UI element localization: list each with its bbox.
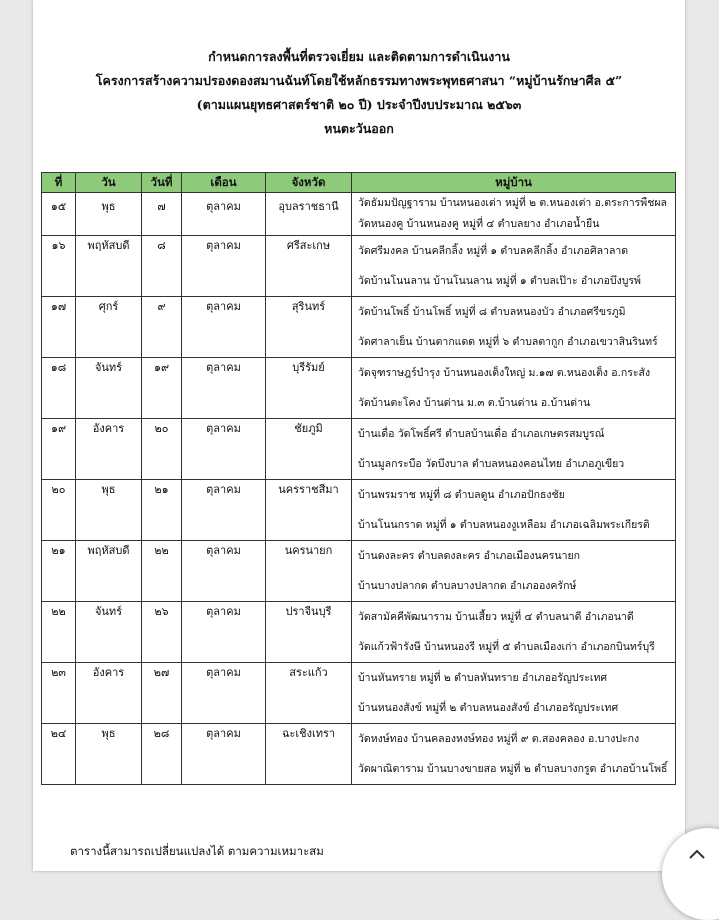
- row-villages: [352, 419, 676, 480]
- header-date: วันที่: [142, 173, 182, 193]
- row-month: ตุลาคม: [182, 236, 266, 297]
- document-heading: [33, 45, 685, 141]
- row-no: ๒๓: [42, 663, 76, 724]
- table-row: [42, 724, 676, 785]
- row-no: ๒๐: [42, 480, 76, 541]
- village-line: วัดศรีมงคล บ้านคลีกลิ้ง หมู่ที่ ๑ ตำบลคลีกลิ้ง อำเภอศิลาลาด: [358, 245, 629, 257]
- row-month: ตุลาคม: [182, 419, 266, 480]
- row-no: ๑๙: [42, 419, 76, 480]
- village-line: วัดบ้านโพธิ์ บ้านโพธิ์ หมู่ที่ ๘ ตำบลหนองบัว อำเภอศรีขรภูมิ: [358, 306, 626, 318]
- header-village: หมู่บ้าน: [352, 173, 676, 193]
- village-line: บ้านพรมราช หมู่ที่ ๘ ตำบลดูน อำเภอปักธงชัย: [358, 489, 565, 501]
- village-line: บ้านดงละคร ตำบลดงละคร อำเภอเมืองนครนายก: [358, 550, 580, 562]
- schedule-table: [41, 172, 676, 785]
- header-day: วัน: [76, 173, 142, 193]
- row-villages: [352, 480, 676, 541]
- row-province: สระแก้ว: [266, 663, 352, 724]
- village-line: วัดจุฑราษฎร์บำรุง บ้านหนองเต็งใหญ่ ม.๑๗ ต.หนองเต็ง อ.กระสัง: [358, 367, 651, 379]
- row-date: ๘: [142, 236, 182, 297]
- heading-line-1: กำหนดการลงพื้นที่ตรวจเยี่ยม และติดตามการดำเนินงาน: [208, 49, 510, 64]
- header-no: ที่: [42, 173, 76, 193]
- row-month: ตุลาคม: [182, 663, 266, 724]
- row-day: อังคาร: [76, 419, 142, 480]
- row-day: พุธ: [76, 480, 142, 541]
- table-row: [42, 236, 676, 297]
- row-no: ๒๒: [42, 602, 76, 663]
- row-date: ๑๙: [142, 358, 182, 419]
- row-month: ตุลาคม: [182, 297, 266, 358]
- row-date: ๗: [142, 193, 182, 236]
- row-month: ตุลาคม: [182, 193, 266, 236]
- row-villages: [352, 602, 676, 663]
- table-row: [42, 480, 676, 541]
- document-page: [33, 0, 685, 871]
- footnote: ตารางนี้สามารถเปลี่ยนแปลงได้ ตามความเหมาะสม: [70, 844, 324, 858]
- heading-line-4: หนตะวันออก: [324, 121, 394, 136]
- row-date: ๒๗: [142, 663, 182, 724]
- village-line: วัดผาณิตาราม บ้านบางขายสอ หมู่ที่ ๒ ตำบลบางกรูด อำเภอบ้านโพธิ์: [358, 763, 668, 775]
- row-villages: [352, 358, 676, 419]
- row-month: ตุลาคม: [182, 358, 266, 419]
- row-date: ๙: [142, 297, 182, 358]
- row-province: ชัยภูมิ: [266, 419, 352, 480]
- row-villages: [352, 193, 676, 236]
- village-line: วัดบ้านโนนลาน บ้านโนนลาน หมู่ที่ ๑ ตำบลเป๊าะ อำเภอบึงบูรพ์: [358, 275, 641, 287]
- village-line: บ้านบางปลากด ตำบลบางปลากด อำเภอองครักษ์: [358, 580, 577, 592]
- row-day: จันทร์: [76, 602, 142, 663]
- row-no: ๒๑: [42, 541, 76, 602]
- row-day: จันทร์: [76, 358, 142, 419]
- village-line: วัดสามัคคีพัฒนาราม บ้านเสี้ยว หมู่ที่ ๔ ตำบลนาดี อำเภอนาดี: [358, 611, 634, 623]
- table-row: [42, 602, 676, 663]
- row-day: พุธ: [76, 193, 142, 236]
- row-villages: [352, 541, 676, 602]
- village-line: บ้านหันทราย หมู่ที่ ๒ ตำบลหันทราย อำเภออรัญประเทศ: [358, 672, 608, 684]
- row-date: ๒๒: [142, 541, 182, 602]
- table-row: [42, 419, 676, 480]
- row-province: นครราชสีมา: [266, 480, 352, 541]
- village-line: วัดศาลาเย็น บ้านตากแดด หมู่ที่ ๖ ตำบลตากูก อำเภอเขวาสินรินทร์: [358, 336, 658, 348]
- row-date: ๒๑: [142, 480, 182, 541]
- village-line: บ้านหนองสังข์ หมู่ที่ ๒ ตำบลหนองสังข์ อำเภออรัญประเทศ: [358, 702, 619, 714]
- row-province: ปราจีนบุรี: [266, 602, 352, 663]
- header-month: เดือน: [182, 173, 266, 193]
- row-villages: [352, 663, 676, 724]
- row-month: ตุลาคม: [182, 602, 266, 663]
- village-line: บ้านมูลกระบือ วัดบึงบาล ตำบลหนองคอนไทย อำเภอภูเขียว: [358, 458, 625, 470]
- row-day: พฤหัสบดี: [76, 541, 142, 602]
- village-line: วัดหนองคู บ้านหนองคู หมู่ที่ ๔ ตำบลยาง อำเภอน้ำยืน: [358, 218, 600, 230]
- row-date: ๒๖: [142, 602, 182, 663]
- row-date: ๒๘: [142, 724, 182, 785]
- row-day: พฤหัสบดี: [76, 236, 142, 297]
- row-villages: [352, 297, 676, 358]
- row-month: ตุลาคม: [182, 724, 266, 785]
- row-day: ศุกร์: [76, 297, 142, 358]
- table-row: [42, 193, 676, 236]
- row-province: นครนายก: [266, 541, 352, 602]
- row-day: อังคาร: [76, 663, 142, 724]
- heading-line-3: (ตามแผนยุทธศาสตร์ชาติ ๒๐ ปี) ประจำปีงบประมาณ ๒๕๖๓: [196, 97, 522, 112]
- village-line: บ้านโนนกราด หมู่ที่ ๑ ตำบลหนองงูเหลือม อำเภอเฉลิมพระเกียรติ: [358, 519, 650, 531]
- header-province: จังหวัด: [266, 173, 352, 193]
- row-date: ๒๐: [142, 419, 182, 480]
- village-line: วัดแก้วฟ้ารังษี บ้านหนองรี หมู่ที่ ๕ ตำบลเมืองเก่า อำเภอกบินทร์บุรี: [358, 641, 655, 653]
- table-row: [42, 297, 676, 358]
- table-row: [42, 541, 676, 602]
- row-province: อุบลราชธานี: [266, 193, 352, 236]
- row-province: บุรีรัมย์: [266, 358, 352, 419]
- row-no: ๑๖: [42, 236, 76, 297]
- table-row: [42, 663, 676, 724]
- village-line: วัดบ้านตะโคง บ้านด่าน ม.๓ ต.บ้านด่าน อ.บ้านด่าน: [358, 397, 591, 409]
- village-line: วัดหงษ์ทอง บ้านคลองหงษ์ทอง หมู่ที่ ๙ ต.สองคลอง อ.บางปะกง: [358, 733, 640, 745]
- chevron-up-icon: [688, 848, 706, 860]
- table-row: [42, 358, 676, 419]
- row-villages: [352, 724, 676, 785]
- row-province: ศรีสะเกษ: [266, 236, 352, 297]
- row-no: ๑๕: [42, 193, 76, 236]
- row-villages: [352, 236, 676, 297]
- heading-line-2: โครงการสร้างความปรองดองสมานฉันท์โดยใช้หลักธรรมทางพระพุทธศาสนา “หมู่บ้านรักษาศีล ๕”: [95, 73, 623, 88]
- row-no: ๑๘: [42, 358, 76, 419]
- row-province: สุรินทร์: [266, 297, 352, 358]
- row-province: ฉะเชิงเทรา: [266, 724, 352, 785]
- row-no: ๒๔: [42, 724, 76, 785]
- village-line: บ้านเดื่อ วัดโพธิ์ศรี ตำบลบ้านเดื่อ อำเภอเกษตรสมบูรณ์: [358, 428, 605, 440]
- village-line: วัดธัมมปัญฐาราม บ้านหนองเต่า หมู่ที่ ๒ ต.หนองเต่า อ.ตระการพืชผล: [358, 197, 667, 209]
- row-month: ตุลาคม: [182, 541, 266, 602]
- table-header-row: [42, 173, 676, 193]
- row-day: พุธ: [76, 724, 142, 785]
- row-month: ตุลาคม: [182, 480, 266, 541]
- row-no: ๑๗: [42, 297, 76, 358]
